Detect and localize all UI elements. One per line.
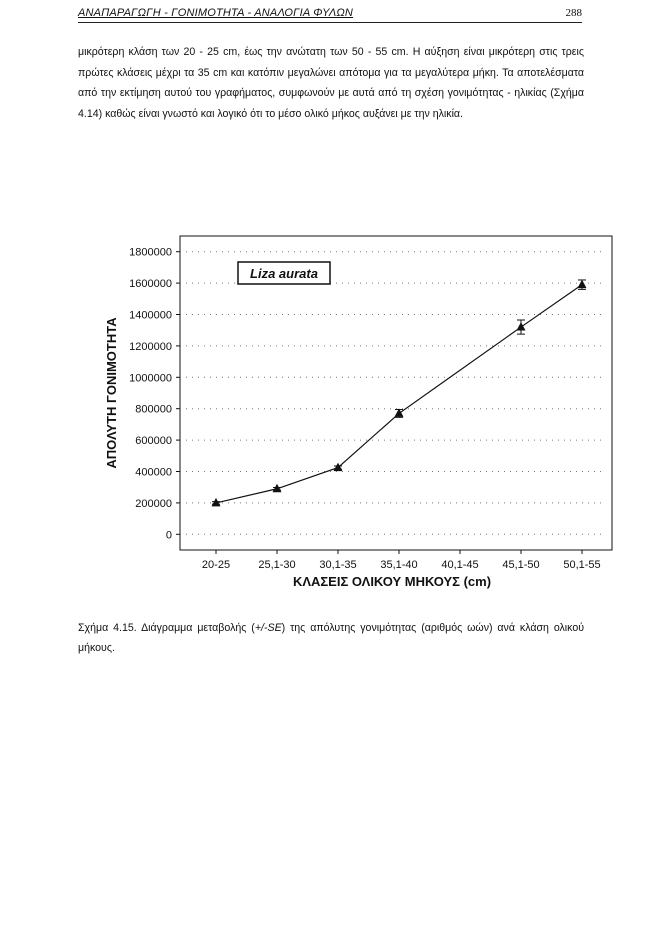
x-axis-label: ΚΛΑΣΕΙΣ ΟΛΙΚΟΥ ΜΗΚΟΥΣ (cm) (292, 574, 492, 589)
x-tick-label: 40,1-45 (441, 559, 479, 571)
running-title: ΑΝΑΠΑΡΑΓΩΓΗ - ΓΟΝΙΜΟΤΗΤΑ - ΑΝΑΛΟΓΙΑ ΦΥΛΩΝ (78, 7, 354, 19)
caption-label: Σχήμα 4.15. (78, 622, 137, 634)
y-tick-label: 600000 (135, 435, 172, 448)
body-paragraph: μικρότερη κλάση των 20 - 25 cm, έως την ανώτατη των 50 - 55 cm. Η αύξηση είναι μικρότερη στις τρεις πρώτες κλάσεις μέχρι τα 35 cm και κατόπιν μεγαλώνει απότομα για τα μεγαλύτερα μήκη. Τα αποτελέσματα από την εκτίμηση αυτού του γραφήματος, συμφωνούν με αυτά από τη σχέση γονιμότητας - ηλικίας (Σχήμα 4.14) καθώς είναι γνωστό και λογικό ότι το μέσο ολικό μήκος αυξάνει με την ηλικία. (78, 46, 584, 120)
fecundity-chart (98, 232, 618, 592)
data-point (578, 280, 587, 289)
data-point (334, 463, 343, 472)
y-tick-label: 1400000 (129, 309, 172, 322)
chart-svg (98, 232, 618, 592)
data-point (517, 322, 526, 331)
series-line (216, 285, 582, 503)
caption-text-after: ) της απόλυτης γονιμότητας (αριθμός ωών) ανά κλάση ολικού μήκους. (78, 622, 585, 654)
x-tick-label: 45,1-50 (502, 559, 540, 571)
y-tick-label: 400000 (135, 466, 172, 479)
figure-caption (78, 618, 584, 658)
x-tick-label: 50,1-55 (563, 559, 601, 571)
y-tick-label: 1600000 (129, 278, 172, 291)
x-tick-label: 25,1-30 (258, 559, 296, 571)
y-tick-label: 0 (165, 529, 172, 542)
chart-title: Liza aurata (250, 266, 318, 281)
y-tick-label: 1800000 (129, 246, 172, 259)
y-tick-label: 1000000 (129, 372, 172, 385)
caption-text-before: Διάγραμμα μεταβολής ( (141, 622, 255, 634)
x-tick-label: 35,1-40 (380, 559, 418, 571)
y-tick-label: 1200000 (129, 340, 172, 353)
caption-se: +/-SE (254, 622, 282, 634)
y-axis-label: ΑΠΟΛΥΤΗ ΓΟΝΙΜΟΤΗΤΑ (104, 317, 119, 469)
page-header (78, 6, 582, 23)
y-tick-label: 800000 (135, 403, 172, 416)
x-tick-label: 30,1-35 (319, 559, 357, 571)
x-tick-label: 20-25 (201, 559, 231, 571)
y-tick-label: 200000 (135, 497, 172, 510)
page-number: 288 (565, 7, 582, 19)
